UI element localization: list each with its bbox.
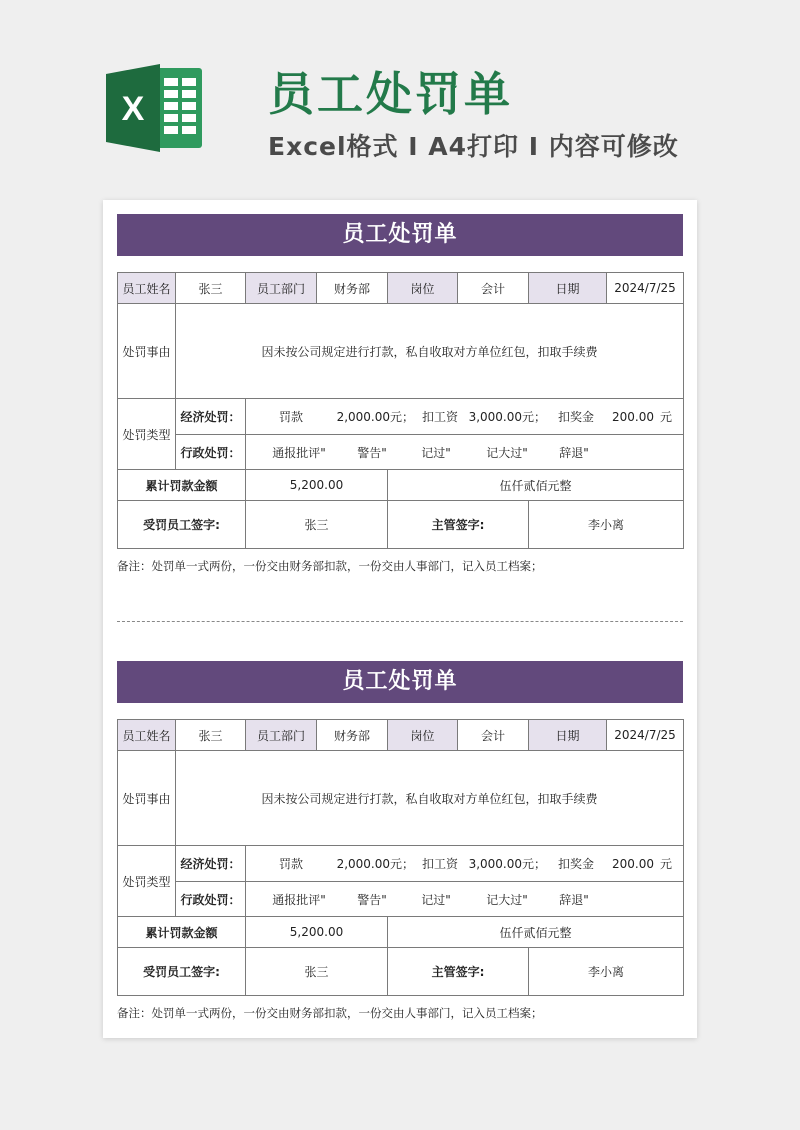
reason-row <box>118 751 684 846</box>
total-value[interactable]: 5,200.00 <box>246 917 388 948</box>
date-label: 日期 <box>529 273 607 304</box>
signature-row <box>118 501 684 549</box>
post-value[interactable]: 会计 <box>458 720 529 751</box>
deduct-unit: 元； <box>522 410 547 424</box>
total-row <box>118 917 684 948</box>
bonus-value[interactable]: 200.00 <box>612 409 654 424</box>
admin-details <box>246 435 684 470</box>
sign-label: 受罚员工签字: <box>118 501 246 549</box>
total-value[interactable]: 5,200.00 <box>246 470 388 501</box>
date-value[interactable]: 2024/7/25 <box>607 273 684 304</box>
logo-letter: X <box>121 90 145 128</box>
header <box>0 0 800 200</box>
reason-row <box>118 304 684 399</box>
dept-label: 员工部门 <box>246 273 317 304</box>
page-title: 员工处罚单 <box>268 67 513 121</box>
post-label: 岗位 <box>388 273 458 304</box>
econ-penalty-row <box>118 399 684 435</box>
total-words[interactable]: 伍仟贰佰元整 <box>388 470 684 501</box>
penalty-form-table <box>117 272 684 549</box>
form-banner: 员工处罚单 <box>117 661 683 703</box>
deduct-value[interactable]: 3,000.00 <box>468 409 522 424</box>
bonus-unit: 元 <box>659 857 672 871</box>
fine-unit: 元； <box>390 857 415 871</box>
page-subtitle: Excel格式 I A4打印 I 内容可修改 <box>268 132 679 161</box>
admin-penalty-row <box>118 882 684 917</box>
basic-info-row <box>118 273 684 304</box>
dept-label: 员工部门 <box>246 720 317 751</box>
admin-option-demerit[interactable]: 记过" <box>421 445 451 460</box>
name-label: 员工姓名 <box>118 720 176 751</box>
name-value[interactable]: 张三 <box>176 720 246 751</box>
reason-value[interactable]: 因未按公司规定进行打款，私自收取对方单位红包，扣取手续费 <box>176 751 684 846</box>
admin-option-demerit[interactable]: 记过" <box>421 892 451 907</box>
sign-value[interactable]: 张三 <box>246 501 388 549</box>
deduct-label: 扣工资 <box>421 857 458 871</box>
reason-label: 处罚事由 <box>118 751 176 846</box>
form-banner: 员工处罚单 <box>117 214 683 256</box>
name-label: 员工姓名 <box>118 273 176 304</box>
total-label: 累计罚款金额 <box>118 470 246 501</box>
date-value[interactable]: 2024/7/25 <box>607 720 684 751</box>
admin-penalty-row <box>118 435 684 470</box>
admin-option-dismissal[interactable]: 辞退" <box>559 445 589 460</box>
admin-label: 行政处罚： <box>176 882 246 917</box>
bonus-unit: 元 <box>659 410 672 424</box>
econ-details <box>246 399 684 435</box>
sign-value[interactable]: 张三 <box>246 948 388 996</box>
document-sheet <box>103 200 697 1038</box>
manager-value[interactable]: 李小离 <box>529 948 684 996</box>
fine-label: 罚款 <box>278 857 303 871</box>
name-value[interactable]: 张三 <box>176 273 246 304</box>
form-note: 备注：处罚单一式两份，一份交由财务部扣款，一份交由人事部门，记入员工档案； <box>117 1006 543 1020</box>
reason-value[interactable]: 因未按公司规定进行打款，私自收取对方单位红包，扣取手续费 <box>176 304 684 399</box>
post-label: 岗位 <box>388 720 458 751</box>
total-row <box>118 470 684 501</box>
type-label: 处罚类型 <box>118 846 176 917</box>
fine-value[interactable]: 2,000.00 <box>336 409 390 424</box>
econ-details <box>246 846 684 882</box>
econ-label: 经济处罚： <box>176 846 246 882</box>
post-value[interactable]: 会计 <box>458 273 529 304</box>
deduct-label: 扣工资 <box>421 410 458 424</box>
reason-label: 处罚事由 <box>118 304 176 399</box>
form-note: 备注：处罚单一式两份，一份交由财务部扣款，一份交由人事部门，记入员工档案； <box>117 559 543 573</box>
bonus-label: 扣奖金 <box>557 857 594 871</box>
admin-option-notice[interactable]: 通报批评" <box>272 445 326 460</box>
manager-label: 主管签字: <box>388 501 529 549</box>
total-label: 累计罚款金额 <box>118 917 246 948</box>
admin-option-warning[interactable]: 警告" <box>357 892 387 907</box>
fine-label: 罚款 <box>278 410 303 424</box>
bonus-value[interactable]: 200.00 <box>612 856 654 871</box>
date-label: 日期 <box>529 720 607 751</box>
type-label: 处罚类型 <box>118 399 176 470</box>
excel-logo-icon <box>104 62 204 154</box>
penalty-form-table <box>117 719 684 996</box>
deduct-value[interactable]: 3,000.00 <box>468 856 522 871</box>
total-words[interactable]: 伍仟贰佰元整 <box>388 917 684 948</box>
manager-value[interactable]: 李小离 <box>529 501 684 549</box>
econ-label: 经济处罚： <box>176 399 246 435</box>
admin-option-major-demerit[interactable]: 记大过" <box>486 445 528 460</box>
admin-option-notice[interactable]: 通报批评" <box>272 892 326 907</box>
fine-unit: 元； <box>390 410 415 424</box>
dept-value[interactable]: 财务部 <box>317 273 388 304</box>
admin-details <box>246 882 684 917</box>
econ-penalty-row <box>118 846 684 882</box>
admin-option-major-demerit[interactable]: 记大过" <box>486 892 528 907</box>
sign-label: 受罚员工签字: <box>118 948 246 996</box>
admin-option-warning[interactable]: 警告" <box>357 445 387 460</box>
signature-row <box>118 948 684 996</box>
admin-option-dismissal[interactable]: 辞退" <box>559 892 589 907</box>
bonus-label: 扣奖金 <box>557 410 594 424</box>
manager-label: 主管签字: <box>388 948 529 996</box>
deduct-unit: 元； <box>522 857 547 871</box>
admin-label: 行政处罚： <box>176 435 246 470</box>
fine-value[interactable]: 2,000.00 <box>336 856 390 871</box>
dept-value[interactable]: 财务部 <box>317 720 388 751</box>
basic-info-row <box>118 720 684 751</box>
cut-line-divider <box>117 621 683 622</box>
